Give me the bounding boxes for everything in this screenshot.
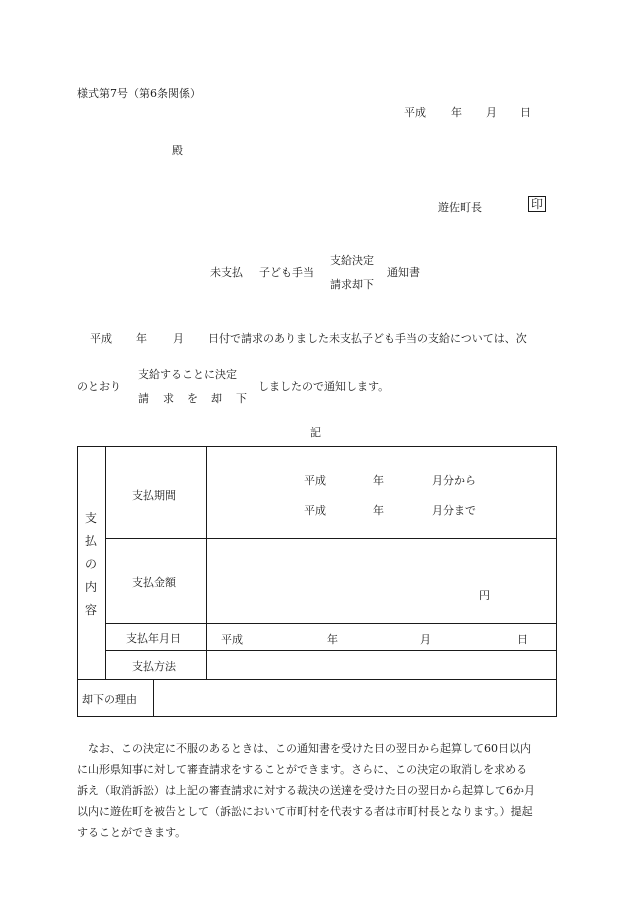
title-part1: 未支払 xyxy=(210,266,243,279)
table-vertical-label xyxy=(77,447,105,679)
table-divider-label-value xyxy=(206,446,207,679)
body-month: 月 xyxy=(173,332,184,345)
date-day: 日 xyxy=(517,633,528,646)
period-from-era: 平成 xyxy=(304,474,326,487)
vertical-char-5: 容 xyxy=(84,602,97,617)
notice-line-1: なお、この決定に不服のあるときは、この通知書を受けた日の翌日から起算して60日以内 xyxy=(77,742,531,755)
table-row-divider-1 xyxy=(105,538,557,539)
date-year: 年 xyxy=(327,633,338,646)
body-prefix: のとおり xyxy=(77,380,121,393)
notice-line-2: に山形県知事に対して審査請求をすることができます。さらに、この決定の取消しを求める xyxy=(77,763,528,776)
date-era: 平成 xyxy=(404,106,426,119)
body-choice-top: 支給することに決定 xyxy=(138,368,237,381)
notice-line-3: 訴え（取消訴訟）は上記の審査請求に対する裁決の送達を受けた日の翌日から起算して6か月 xyxy=(77,784,535,797)
body-text: 日付で請求のありました未支払子ども手当の支給については、次 xyxy=(208,332,527,345)
table-border-top xyxy=(77,446,557,447)
vertical-char-1: 支 xyxy=(84,510,97,525)
title-choice-bottom: 請求却下 xyxy=(330,278,374,291)
seal-stamp xyxy=(528,196,546,212)
table-row-divider-3 xyxy=(105,650,557,651)
body-era: 平成 xyxy=(90,332,112,345)
table-border-bottom xyxy=(77,716,557,717)
appeal-notice xyxy=(77,738,557,843)
period-to-era: 平成 xyxy=(304,504,326,517)
amount-label: 支払金額 xyxy=(132,576,176,589)
body-year: 年 xyxy=(136,332,147,345)
table-border-right xyxy=(556,446,557,717)
method-label: 支払方法 xyxy=(132,660,176,673)
table-divider-rejection xyxy=(153,679,154,716)
period-to-year: 年 xyxy=(373,504,384,517)
date-day: 日 xyxy=(520,106,531,119)
notice-line-5: することができます。 xyxy=(77,826,187,839)
date-era: 平成 xyxy=(221,633,243,646)
vertical-char-4: 内 xyxy=(84,579,97,594)
period-to-month: 月分まで xyxy=(432,504,476,517)
body-suffix: しましたので通知します。 xyxy=(258,380,390,393)
date-month: 月 xyxy=(486,106,497,119)
ki-heading: 記 xyxy=(310,426,321,439)
form-number: 様式第7号（第6条関係） xyxy=(77,87,201,100)
title-part2: 子ども手当 xyxy=(259,266,314,279)
date-month: 月 xyxy=(420,633,431,646)
body-choice-bottom-3: を xyxy=(187,392,198,405)
date-label: 支払年月日 xyxy=(126,632,181,645)
body-choice-bottom-5: 下 xyxy=(236,392,247,405)
amount-unit: 円 xyxy=(479,589,490,602)
table-divider-vertical-label xyxy=(105,446,106,679)
date-year: 年 xyxy=(451,106,462,119)
period-from-month: 月分から xyxy=(432,474,476,487)
vertical-char-3: の xyxy=(84,556,97,571)
body-choice-bottom-2: 求 xyxy=(163,392,174,405)
notice-line-4: 以内に遊佐町を被告として（訴訟において市町村を代表する者は市町村長となります。）提起 xyxy=(77,805,533,818)
body-choice-bottom-4: 却 xyxy=(211,392,222,405)
period-from-year: 年 xyxy=(373,474,384,487)
body-choice-bottom-1: 請 xyxy=(138,392,149,405)
issuer-name: 遊佐町長 xyxy=(438,201,482,214)
title-choice-top: 支給決定 xyxy=(330,254,374,267)
period-label: 支払期間 xyxy=(132,489,176,502)
vertical-char-2: 払 xyxy=(84,533,97,548)
addressee-suffix: 殿 xyxy=(172,144,183,157)
table-row-divider-4 xyxy=(77,679,557,680)
table-row-divider-2 xyxy=(105,623,557,624)
seal-text: 印 xyxy=(528,196,546,212)
rejection-label: 却下の理由 xyxy=(82,693,137,706)
title-suffix: 通知書 xyxy=(387,266,420,279)
